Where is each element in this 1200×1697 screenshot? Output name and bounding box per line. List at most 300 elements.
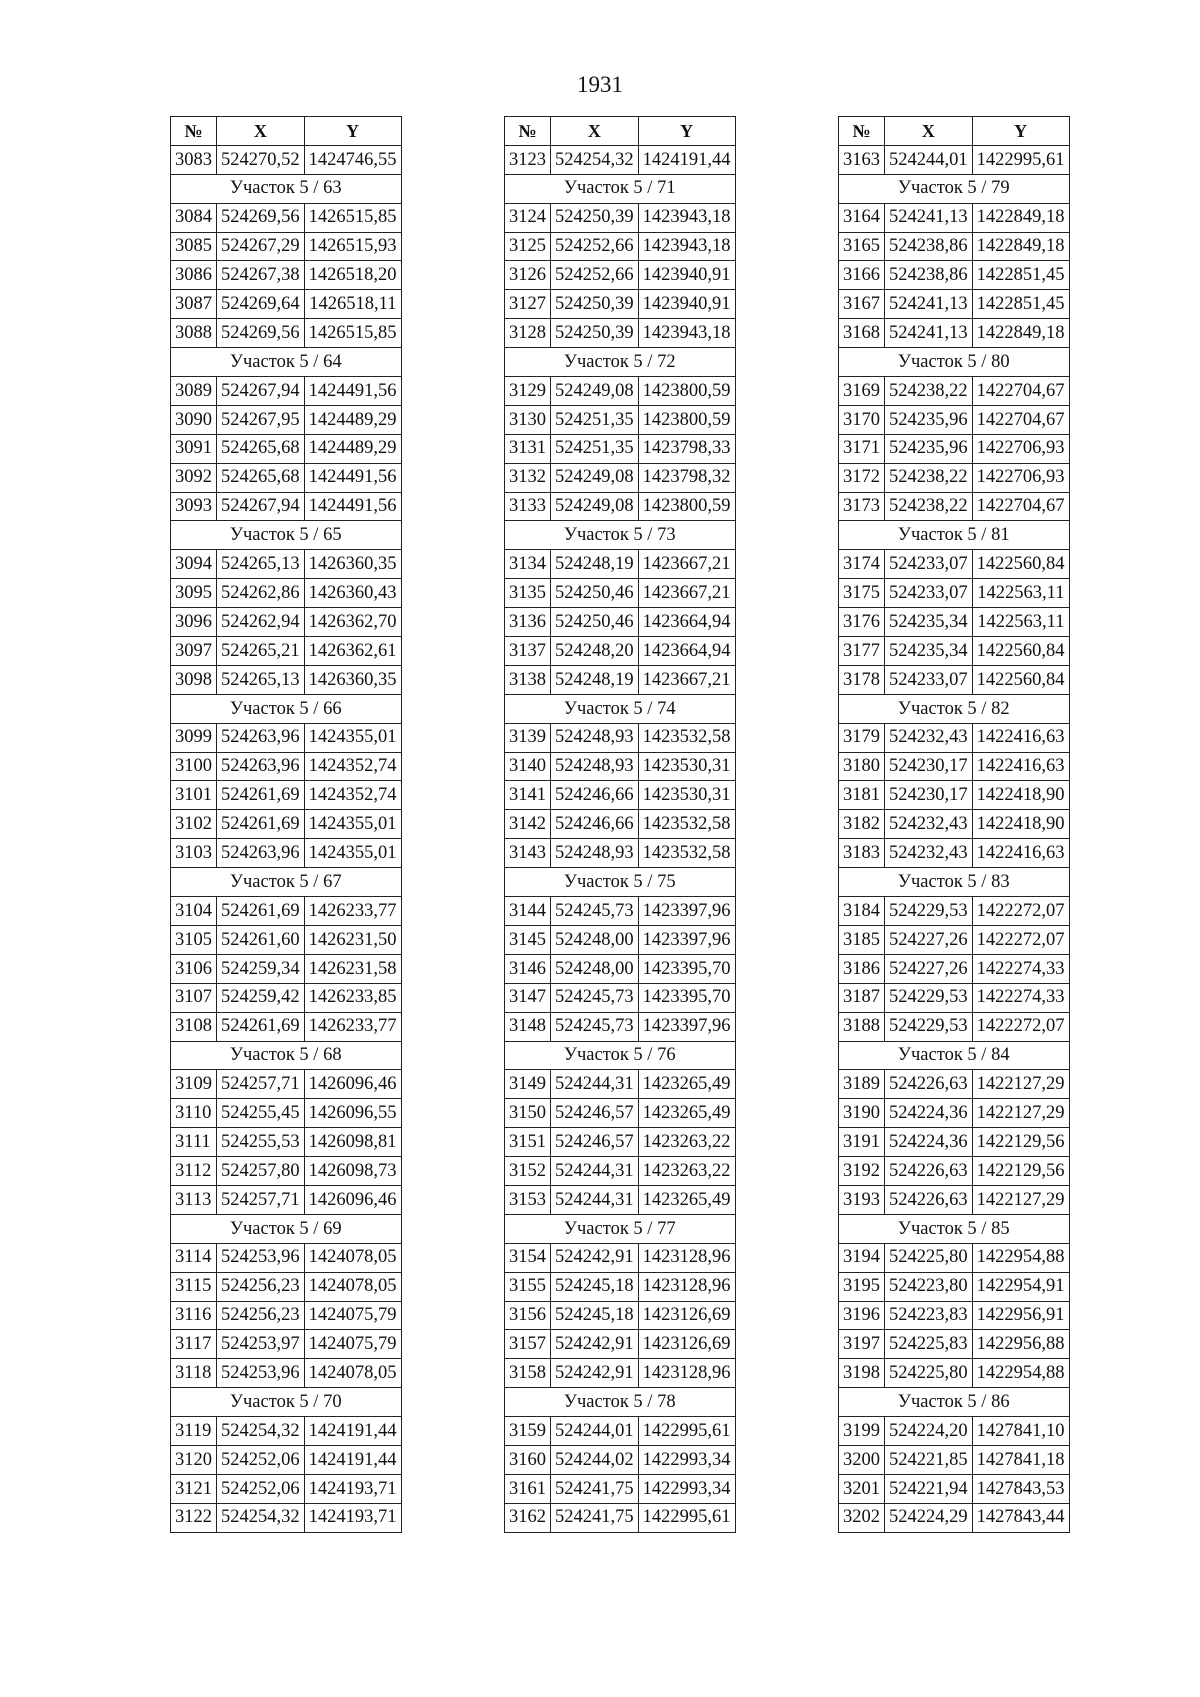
- section-label: Участок 5 / 80: [839, 348, 1070, 377]
- y-coordinate: 1422849,18: [972, 319, 1069, 348]
- point-number: 3100: [171, 752, 217, 781]
- table-row: [505, 261, 736, 290]
- x-coordinate: 524244,31: [551, 1185, 639, 1214]
- y-coordinate: 1422954,91: [972, 1272, 1069, 1301]
- table-row: [505, 1503, 736, 1532]
- point-number: 3101: [171, 781, 217, 810]
- x-coordinate: 524249,08: [551, 492, 639, 521]
- y-coordinate: 1427843,53: [972, 1474, 1069, 1503]
- y-coordinate: 1423263,22: [638, 1128, 735, 1157]
- table-row: [171, 1474, 402, 1503]
- table-row: [171, 1359, 402, 1388]
- point-number: 3104: [171, 897, 217, 926]
- y-coordinate: 1426360,35: [304, 665, 401, 694]
- y-coordinate: 1423664,94: [638, 637, 735, 666]
- x-coordinate: 524235,96: [885, 434, 973, 463]
- x-coordinate: 524232,43: [885, 839, 973, 868]
- x-coordinate: 524261,60: [217, 925, 305, 954]
- point-number: 3113: [171, 1185, 217, 1214]
- point-number: 3186: [839, 954, 885, 983]
- table-row: [171, 723, 402, 752]
- y-coordinate: 1424746,55: [304, 145, 401, 174]
- table-row: [171, 637, 402, 666]
- y-coordinate: 1422560,84: [972, 550, 1069, 579]
- y-coordinate: 1422849,18: [972, 203, 1069, 232]
- y-coordinate: 1422995,61: [972, 145, 1069, 174]
- x-coordinate: 524238,22: [885, 492, 973, 521]
- x-coordinate: 524248,19: [551, 665, 639, 694]
- table-row: [171, 319, 402, 348]
- y-coordinate: 1426518,20: [304, 261, 401, 290]
- y-coordinate: 1423667,21: [638, 550, 735, 579]
- table-row: [171, 377, 402, 406]
- y-coordinate: 1424193,71: [304, 1474, 401, 1503]
- table-row: [171, 579, 402, 608]
- table-row: [505, 665, 736, 694]
- y-coordinate: 1423800,59: [638, 377, 735, 406]
- y-coordinate: 1424491,56: [304, 463, 401, 492]
- point-number: 3139: [505, 723, 551, 752]
- point-number: 3083: [171, 145, 217, 174]
- point-number: 3159: [505, 1417, 551, 1446]
- table-body: [839, 145, 1070, 1532]
- table-row: [839, 550, 1070, 579]
- y-coordinate: 1423395,70: [638, 983, 735, 1012]
- point-number: 3127: [505, 290, 551, 319]
- table-row: [839, 839, 1070, 868]
- point-number: 3163: [839, 145, 885, 174]
- x-coordinate: 524262,86: [217, 579, 305, 608]
- table-row: [505, 608, 736, 637]
- x-coordinate: 524252,06: [217, 1445, 305, 1474]
- table-row: [839, 608, 1070, 637]
- section-header-row: [171, 521, 402, 550]
- x-coordinate: 524246,57: [551, 1128, 639, 1157]
- y-coordinate: 1423128,96: [638, 1359, 735, 1388]
- table-body: [505, 145, 736, 1532]
- table-row: [171, 550, 402, 579]
- table-body: [171, 145, 402, 1532]
- table-row: [505, 319, 736, 348]
- point-number: 3132: [505, 463, 551, 492]
- table-row: [839, 637, 1070, 666]
- y-coordinate: 1422851,45: [972, 290, 1069, 319]
- section-label: Участок 5 / 69: [171, 1214, 402, 1243]
- table-row: [839, 1503, 1070, 1532]
- x-coordinate: 524229,53: [885, 897, 973, 926]
- y-coordinate: 1424075,79: [304, 1301, 401, 1330]
- table-row: [505, 1185, 736, 1214]
- point-number: 3175: [839, 579, 885, 608]
- table-row: [171, 434, 402, 463]
- table-row: [839, 752, 1070, 781]
- point-number: 3190: [839, 1099, 885, 1128]
- table-row: [505, 925, 736, 954]
- x-coordinate: 524233,07: [885, 550, 973, 579]
- coordinate-table-2: [504, 116, 736, 1533]
- table-row: [171, 1417, 402, 1446]
- x-coordinate: 524250,46: [551, 579, 639, 608]
- y-coordinate: 1423798,33: [638, 434, 735, 463]
- table-row: [505, 579, 736, 608]
- x-coordinate: 524238,86: [885, 232, 973, 261]
- table-row: [839, 145, 1070, 174]
- point-number: 3197: [839, 1330, 885, 1359]
- table-row: [505, 463, 736, 492]
- point-number: 3151: [505, 1128, 551, 1157]
- header-x: X: [885, 117, 973, 146]
- point-number: 3189: [839, 1070, 885, 1099]
- x-coordinate: 524265,68: [217, 463, 305, 492]
- table-row: [171, 405, 402, 434]
- section-label: Участок 5 / 82: [839, 694, 1070, 723]
- table-row: [839, 1474, 1070, 1503]
- y-coordinate: 1424191,44: [304, 1417, 401, 1446]
- table-row: [505, 1157, 736, 1186]
- point-number: 3202: [839, 1503, 885, 1532]
- x-coordinate: 524224,36: [885, 1128, 973, 1157]
- point-number: 3085: [171, 232, 217, 261]
- point-number: 3188: [839, 1012, 885, 1041]
- section-header-row: [839, 868, 1070, 897]
- x-coordinate: 524241,13: [885, 203, 973, 232]
- table-row: [171, 203, 402, 232]
- table-row: [505, 810, 736, 839]
- y-coordinate: 1422704,67: [972, 405, 1069, 434]
- table-row: [839, 781, 1070, 810]
- point-number: 3170: [839, 405, 885, 434]
- x-coordinate: 524230,17: [885, 752, 973, 781]
- point-number: 3200: [839, 1445, 885, 1474]
- table-row: [171, 925, 402, 954]
- point-number: 3107: [171, 983, 217, 1012]
- table-row: [171, 1272, 402, 1301]
- section-label: Участок 5 / 65: [171, 521, 402, 550]
- x-coordinate: 524257,71: [217, 1070, 305, 1099]
- table-row: [171, 261, 402, 290]
- y-coordinate: 1422416,63: [972, 839, 1069, 868]
- y-coordinate: 1424489,29: [304, 434, 401, 463]
- x-coordinate: 524238,22: [885, 463, 973, 492]
- x-coordinate: 524224,29: [885, 1503, 973, 1532]
- x-coordinate: 524233,07: [885, 665, 973, 694]
- x-coordinate: 524248,93: [551, 752, 639, 781]
- y-coordinate: 1422127,29: [972, 1070, 1069, 1099]
- x-coordinate: 524254,32: [217, 1417, 305, 1446]
- point-number: 3099: [171, 723, 217, 752]
- table-row: [839, 1272, 1070, 1301]
- point-number: 3090: [171, 405, 217, 434]
- table-row: [171, 781, 402, 810]
- point-number: 3084: [171, 203, 217, 232]
- point-number: 3095: [171, 579, 217, 608]
- point-number: 3141: [505, 781, 551, 810]
- point-number: 3092: [171, 463, 217, 492]
- page-number: 1931: [577, 72, 623, 97]
- x-coordinate: 524251,35: [551, 405, 639, 434]
- section-header-row: [505, 1214, 736, 1243]
- x-coordinate: 524244,02: [551, 1445, 639, 1474]
- point-number: 3119: [171, 1417, 217, 1446]
- table-header-row: [171, 117, 402, 146]
- point-number: 3148: [505, 1012, 551, 1041]
- y-coordinate: 1424352,74: [304, 752, 401, 781]
- section-header-row: [505, 868, 736, 897]
- y-coordinate: 1423128,96: [638, 1272, 735, 1301]
- table-row: [505, 405, 736, 434]
- table-header-row: [505, 117, 736, 146]
- y-coordinate: 1426096,46: [304, 1070, 401, 1099]
- section-header-row: [505, 1041, 736, 1070]
- header-y: Y: [304, 117, 401, 146]
- point-number: 3153: [505, 1185, 551, 1214]
- table-row: [839, 1128, 1070, 1157]
- y-coordinate: 1423532,58: [638, 839, 735, 868]
- x-coordinate: 524224,20: [885, 1417, 973, 1446]
- y-coordinate: 1422956,88: [972, 1330, 1069, 1359]
- table-row: [171, 897, 402, 926]
- y-coordinate: 1422416,63: [972, 723, 1069, 752]
- point-number: 3140: [505, 752, 551, 781]
- table-row: [171, 608, 402, 637]
- x-coordinate: 524246,66: [551, 810, 639, 839]
- section-header-row: [839, 348, 1070, 377]
- table-row: [505, 954, 736, 983]
- header-num: №: [839, 117, 885, 146]
- x-coordinate: 524255,53: [217, 1128, 305, 1157]
- x-coordinate: 524224,36: [885, 1099, 973, 1128]
- x-coordinate: 524250,39: [551, 290, 639, 319]
- y-coordinate: 1423397,96: [638, 925, 735, 954]
- x-coordinate: 524269,56: [217, 203, 305, 232]
- x-coordinate: 524259,42: [217, 983, 305, 1012]
- y-coordinate: 1423397,96: [638, 1012, 735, 1041]
- table-row: [505, 1301, 736, 1330]
- section-header-row: [505, 174, 736, 203]
- y-coordinate: 1423265,49: [638, 1099, 735, 1128]
- point-number: 3098: [171, 665, 217, 694]
- x-coordinate: 524250,39: [551, 203, 639, 232]
- table-row: [171, 810, 402, 839]
- y-coordinate: 1423664,94: [638, 608, 735, 637]
- x-coordinate: 524246,57: [551, 1099, 639, 1128]
- point-number: 3171: [839, 434, 885, 463]
- y-coordinate: 1424075,79: [304, 1330, 401, 1359]
- table-row: [839, 810, 1070, 839]
- section-label: Участок 5 / 74: [505, 694, 736, 723]
- point-number: 3169: [839, 377, 885, 406]
- section-header-row: [839, 1041, 1070, 1070]
- coordinate-table-1: [170, 116, 402, 1533]
- table-row: [839, 405, 1070, 434]
- section-label: Участок 5 / 73: [505, 521, 736, 550]
- x-coordinate: 524225,80: [885, 1359, 973, 1388]
- x-coordinate: 524245,73: [551, 983, 639, 1012]
- point-number: 3201: [839, 1474, 885, 1503]
- section-label: Участок 5 / 68: [171, 1041, 402, 1070]
- y-coordinate: 1426231,50: [304, 925, 401, 954]
- section-label: Участок 5 / 71: [505, 174, 736, 203]
- x-coordinate: 524263,96: [217, 752, 305, 781]
- y-coordinate: 1424491,56: [304, 492, 401, 521]
- section-header-row: [839, 521, 1070, 550]
- y-coordinate: 1423265,49: [638, 1070, 735, 1099]
- x-coordinate: 524223,80: [885, 1272, 973, 1301]
- x-coordinate: 524249,08: [551, 377, 639, 406]
- x-coordinate: 524262,94: [217, 608, 305, 637]
- x-coordinate: 524259,34: [217, 954, 305, 983]
- point-number: 3087: [171, 290, 217, 319]
- point-number: 3110: [171, 1099, 217, 1128]
- point-number: 3179: [839, 723, 885, 752]
- x-coordinate: 524223,83: [885, 1301, 973, 1330]
- x-coordinate: 524233,07: [885, 579, 973, 608]
- point-number: 3157: [505, 1330, 551, 1359]
- point-number: 3195: [839, 1272, 885, 1301]
- section-label: Участок 5 / 79: [839, 174, 1070, 203]
- coordinate-table-3: [838, 116, 1070, 1533]
- y-coordinate: 1422993,34: [638, 1445, 735, 1474]
- y-coordinate: 1424078,05: [304, 1272, 401, 1301]
- header-x: X: [217, 117, 305, 146]
- table-row: [505, 145, 736, 174]
- y-coordinate: 1423798,32: [638, 463, 735, 492]
- header-y: Y: [972, 117, 1069, 146]
- x-coordinate: 524253,97: [217, 1330, 305, 1359]
- table-row: [171, 492, 402, 521]
- x-coordinate: 524245,73: [551, 897, 639, 926]
- y-coordinate: 1422704,67: [972, 492, 1069, 521]
- y-coordinate: 1426360,35: [304, 550, 401, 579]
- x-coordinate: 524241,13: [885, 319, 973, 348]
- point-number: 3176: [839, 608, 885, 637]
- y-coordinate: 1423128,96: [638, 1243, 735, 1272]
- point-number: 3138: [505, 665, 551, 694]
- point-number: 3183: [839, 839, 885, 868]
- x-coordinate: 524251,35: [551, 434, 639, 463]
- point-number: 3154: [505, 1243, 551, 1272]
- point-number: 3161: [505, 1474, 551, 1503]
- table-row: [505, 1070, 736, 1099]
- x-coordinate: 524249,08: [551, 463, 639, 492]
- y-coordinate: 1426096,46: [304, 1185, 401, 1214]
- x-coordinate: 524229,53: [885, 983, 973, 1012]
- table-row: [505, 377, 736, 406]
- y-coordinate: 1426098,73: [304, 1157, 401, 1186]
- point-number: 3184: [839, 897, 885, 926]
- table-row: [171, 752, 402, 781]
- y-coordinate: 1422993,34: [638, 1474, 735, 1503]
- table-row: [171, 1128, 402, 1157]
- table-row: [839, 723, 1070, 752]
- x-coordinate: 524257,71: [217, 1185, 305, 1214]
- y-coordinate: 1424191,44: [304, 1445, 401, 1474]
- table-row: [505, 839, 736, 868]
- y-coordinate: 1422851,45: [972, 261, 1069, 290]
- point-number: 3155: [505, 1272, 551, 1301]
- point-number: 3193: [839, 1185, 885, 1214]
- x-coordinate: 524238,22: [885, 377, 973, 406]
- x-coordinate: 524248,93: [551, 839, 639, 868]
- section-label: Участок 5 / 63: [171, 174, 402, 203]
- table-row: [505, 1012, 736, 1041]
- point-number: 3150: [505, 1099, 551, 1128]
- table-row: [505, 1474, 736, 1503]
- y-coordinate: 1424355,01: [304, 839, 401, 868]
- x-coordinate: 524221,94: [885, 1474, 973, 1503]
- y-coordinate: 1422418,90: [972, 810, 1069, 839]
- header-x: X: [551, 117, 639, 146]
- point-number: 3111: [171, 1128, 217, 1157]
- y-coordinate: 1423530,31: [638, 752, 735, 781]
- point-number: 3174: [839, 550, 885, 579]
- table-row: [171, 1070, 402, 1099]
- point-number: 3145: [505, 925, 551, 954]
- y-coordinate: 1422954,88: [972, 1243, 1069, 1272]
- point-number: 3117: [171, 1330, 217, 1359]
- x-coordinate: 524253,96: [217, 1243, 305, 1272]
- table-row: [839, 261, 1070, 290]
- x-coordinate: 524256,23: [217, 1272, 305, 1301]
- point-number: 3177: [839, 637, 885, 666]
- point-number: 3136: [505, 608, 551, 637]
- y-coordinate: 1424489,29: [304, 405, 401, 434]
- y-coordinate: 1423532,58: [638, 723, 735, 752]
- x-coordinate: 524241,75: [551, 1503, 639, 1532]
- point-number: 3149: [505, 1070, 551, 1099]
- point-number: 3089: [171, 377, 217, 406]
- y-coordinate: 1422704,67: [972, 377, 1069, 406]
- x-coordinate: 524256,23: [217, 1301, 305, 1330]
- point-number: 3123: [505, 145, 551, 174]
- y-coordinate: 1423397,96: [638, 897, 735, 926]
- point-number: 3142: [505, 810, 551, 839]
- y-coordinate: 1422129,56: [972, 1157, 1069, 1186]
- x-coordinate: 524245,73: [551, 1012, 639, 1041]
- point-number: 3118: [171, 1359, 217, 1388]
- y-coordinate: 1424491,56: [304, 377, 401, 406]
- point-number: 3106: [171, 954, 217, 983]
- y-coordinate: 1422563,11: [972, 608, 1069, 637]
- section-header-row: [171, 1041, 402, 1070]
- table-row: [505, 1128, 736, 1157]
- point-number: 3173: [839, 492, 885, 521]
- table-row: [505, 492, 736, 521]
- section-header-row: [505, 694, 736, 723]
- point-number: 3152: [505, 1157, 551, 1186]
- x-coordinate: 524265,13: [217, 550, 305, 579]
- section-header-row: [171, 1214, 402, 1243]
- y-coordinate: 1422416,63: [972, 752, 1069, 781]
- table-row: [839, 897, 1070, 926]
- point-number: 3103: [171, 839, 217, 868]
- y-coordinate: 1422129,56: [972, 1128, 1069, 1157]
- table-row: [505, 1330, 736, 1359]
- table-row: [171, 1503, 402, 1532]
- x-coordinate: 524261,69: [217, 781, 305, 810]
- section-label: Участок 5 / 78: [505, 1388, 736, 1417]
- table-row: [505, 723, 736, 752]
- y-coordinate: 1424355,01: [304, 810, 401, 839]
- point-number: 3182: [839, 810, 885, 839]
- x-coordinate: 524235,34: [885, 637, 973, 666]
- section-header-row: [505, 521, 736, 550]
- point-number: 3124: [505, 203, 551, 232]
- section-label: Участок 5 / 70: [171, 1388, 402, 1417]
- point-number: 3130: [505, 405, 551, 434]
- point-number: 3094: [171, 550, 217, 579]
- section-header-row: [839, 174, 1070, 203]
